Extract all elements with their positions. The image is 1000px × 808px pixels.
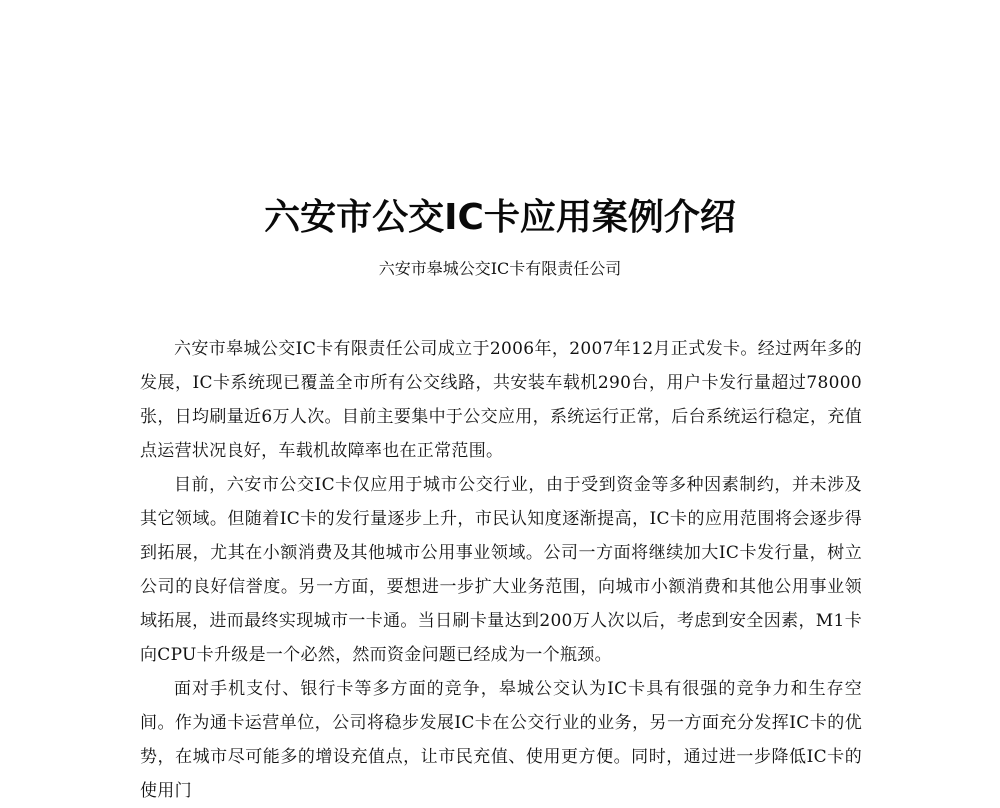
document-title: 六安市公交IC卡应用案例介绍 <box>264 197 736 238</box>
document-body <box>140 332 862 808</box>
paragraph-1: 六安市皋城公交IC卡有限责任公司成立于2006年，2007年12月正式发卡。经过两年多的发展，IC卡系统现已覆盖全市所有公交线路，共安装车载机290台，用户卡发行量超过78000张，日均刷量近6万人次。目前主要集中于公交应用，系统运行正常，后台系统运行稳定，充值点运营状况良好，车载机故障率也在正常范围。 <box>140 339 862 461</box>
document-subtitle: 六安市皋城公交IC卡有限责任公司 <box>378 259 622 278</box>
paragraph-3: 面对手机支付、银行卡等多方面的竞争，皋城公交认为IC卡具有很强的竞争力和生存空间。作为通卡运营单位，公司将稳步发展IC卡在公交行业的业务，另一方面充分发挥IC卡的优势，在城市尽可能多的增设充值点，让市民充值、使用更方便。同时，通过进一步降低IC卡的使用门 <box>140 679 862 801</box>
paragraph-2: 目前，六安市公交IC卡仅应用于城市公交行业，由于受到资金等多种因素制约，并未涉及其它领域。但随着IC卡的发行量逐步上升，市民认知度逐渐提高，IC卡的应用范围将会逐步得到拓展，尤其在小额消费及其他城市公用事业领域。公司一方面将继续加大IC卡发行量，树立公司的良好信誉度。另一方面，要想进一步扩大业务范围，向城市小额消费和其他公用事业领域拓展，进而最终实现城市一卡通。当日刷卡量达到200万人次以后，考虑到安全因素，M1卡向CPU卡升级是一个必然，然而资金问题已经成为一个瓶颈。 <box>140 475 862 665</box>
